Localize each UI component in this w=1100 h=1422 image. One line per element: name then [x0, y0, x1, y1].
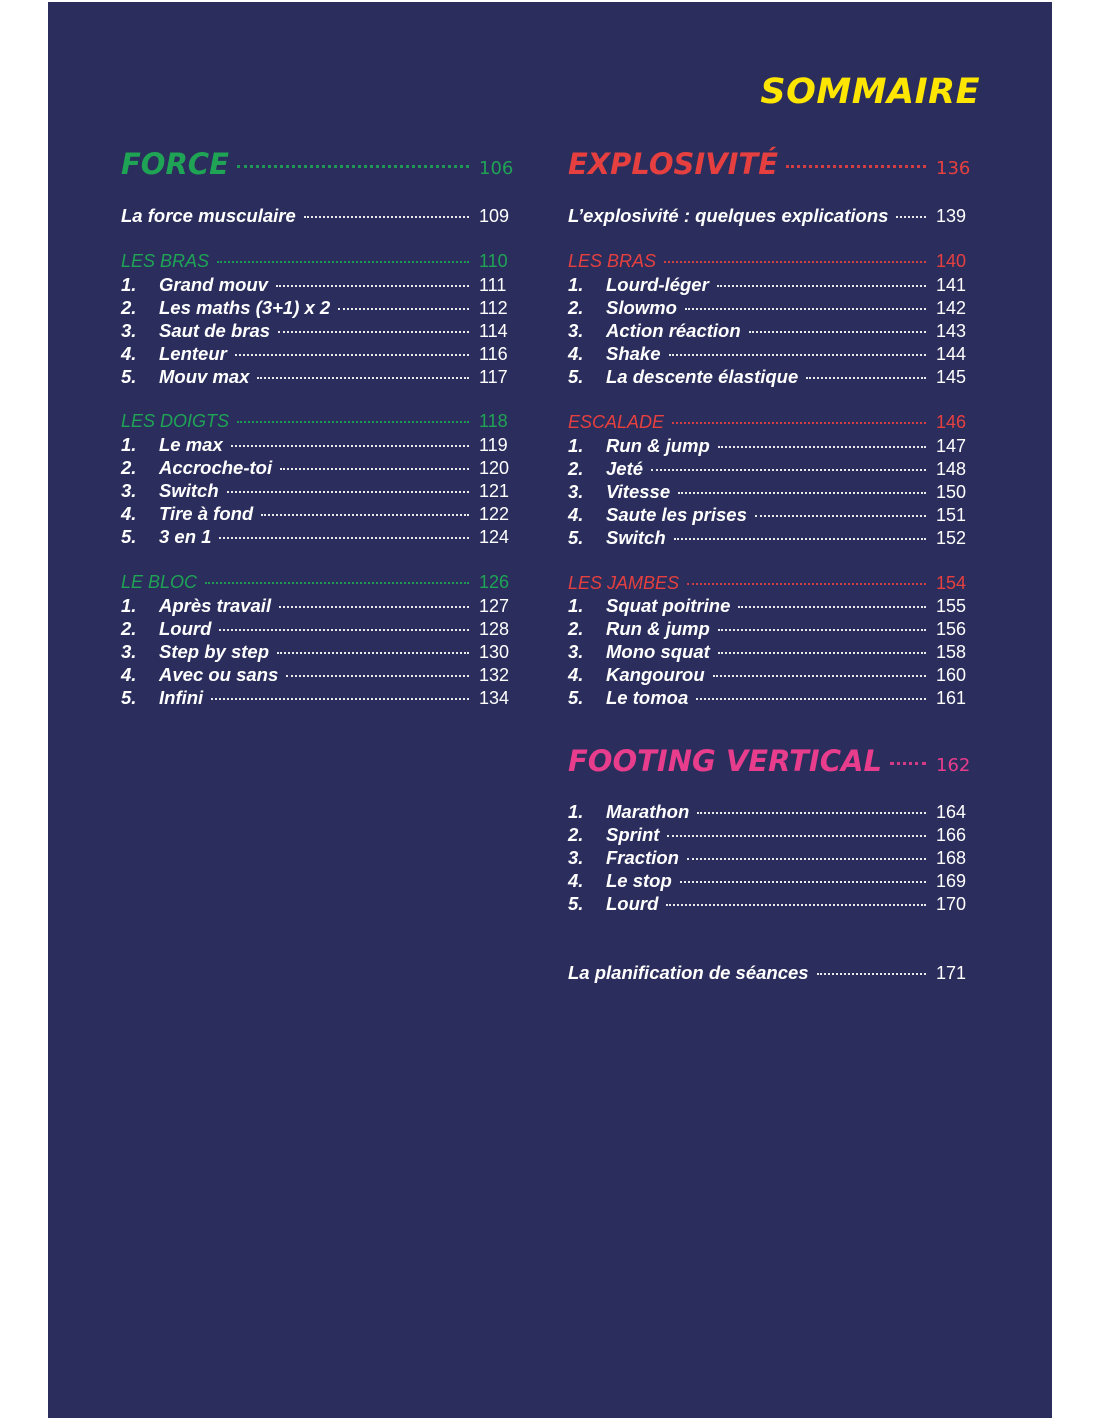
- page-number: 150: [936, 482, 967, 502]
- dot-leader: [219, 629, 469, 631]
- toc-entry[interactable]: [568, 297, 968, 319]
- dot-leader: [279, 606, 469, 608]
- page-number: 148: [936, 459, 967, 479]
- entry-label: Mouv max: [159, 366, 250, 387]
- page-number: 152: [936, 528, 967, 548]
- entry-number: 3.: [121, 480, 137, 501]
- toc-entry[interactable]: [568, 618, 968, 640]
- entry-label: Shake: [606, 343, 661, 364]
- toc-entry[interactable]: [121, 595, 511, 617]
- entry-label: Les maths (3+1) x 2: [159, 297, 331, 318]
- dot-leader: [219, 537, 469, 539]
- entry-label: La descente élastique: [606, 366, 799, 387]
- entry-label: Switch: [606, 527, 666, 548]
- entry-label: La force musculaire: [121, 205, 296, 226]
- subsection-title: LES JAMBES: [568, 573, 680, 593]
- toc-entry[interactable]: [121, 457, 511, 479]
- section-heading-explosivite[interactable]: [568, 147, 971, 181]
- toc-entry[interactable]: [121, 366, 511, 388]
- dot-leader: [687, 583, 926, 585]
- toc-entry[interactable]: [568, 366, 968, 388]
- entry-label: Jeté: [606, 458, 644, 479]
- dot-leader: [651, 469, 926, 471]
- entry-number: 2.: [568, 824, 584, 845]
- dot-leader: [666, 904, 926, 906]
- entry-label: Lenteur: [159, 343, 227, 364]
- toc-entry-planification[interactable]: [568, 962, 968, 984]
- dot-leader: [697, 812, 926, 814]
- entry-number: 1.: [568, 435, 584, 456]
- page-number: 116: [479, 344, 508, 364]
- dot-leader: [678, 492, 926, 494]
- subsection-heading-force-bras[interactable]: [121, 251, 511, 272]
- page-number: 144: [936, 344, 967, 364]
- subsection-title: LE BLOC: [121, 572, 198, 592]
- section-title: EXPLOSIVITÉ: [568, 147, 779, 181]
- entry-label: Kangourou: [606, 664, 705, 685]
- dot-leader: [696, 698, 926, 700]
- entry-number: 3.: [568, 847, 584, 868]
- toc-entry[interactable]: [568, 595, 968, 617]
- entry-number: 3.: [121, 320, 137, 341]
- entry-label: Après travail: [159, 595, 272, 616]
- entry-label: Lourd-léger: [606, 274, 709, 295]
- toc-entry[interactable]: [568, 274, 968, 296]
- toc-entry[interactable]: [121, 526, 511, 548]
- toc-entry[interactable]: [568, 343, 968, 365]
- page-number: 160: [936, 665, 967, 685]
- dot-leader: [817, 973, 926, 975]
- page-number: 169: [936, 871, 967, 891]
- entry-label: Marathon: [606, 801, 690, 822]
- page-number: 130: [479, 642, 510, 662]
- page-number: 134: [479, 688, 510, 708]
- toc-entry[interactable]: [121, 664, 511, 686]
- dot-leader: [674, 538, 926, 540]
- entry-number: 2.: [568, 297, 584, 318]
- subsection-heading-force-bloc[interactable]: [121, 572, 511, 593]
- entry-label: L’explosivité : quelques explications: [568, 205, 889, 226]
- dot-leader: [755, 515, 926, 517]
- entry-number: 4.: [121, 664, 137, 685]
- entry-number: 4.: [121, 503, 137, 524]
- page-number: 170: [936, 894, 967, 914]
- dot-leader: [687, 858, 926, 860]
- entry-number: 2.: [568, 458, 584, 479]
- entry-label: Le stop: [606, 870, 672, 891]
- subsection-title: ESCALADE: [568, 412, 665, 432]
- toc-entry[interactable]: [568, 687, 968, 709]
- page-number: 122: [479, 504, 510, 524]
- page-number: 161: [936, 688, 967, 708]
- dot-leader: [277, 652, 469, 654]
- entry-label: Fraction: [606, 847, 679, 868]
- entry-label: Tire à fond: [159, 503, 254, 524]
- entry-number: 1.: [568, 801, 584, 822]
- dot-leader: [237, 165, 469, 168]
- page-number: 120: [479, 458, 510, 478]
- entry-number: 5.: [568, 893, 584, 914]
- dot-leader: [257, 377, 469, 379]
- page-number: 141: [936, 275, 967, 295]
- dot-leader: [669, 354, 926, 356]
- entry-number: 2.: [121, 618, 137, 639]
- dot-leader: [718, 629, 926, 631]
- entry-number: 4.: [121, 343, 137, 364]
- dot-leader: [667, 835, 926, 837]
- section-heading-force[interactable]: [121, 147, 514, 181]
- section-title: FORCE: [121, 147, 229, 181]
- page-number: 164: [936, 802, 967, 822]
- dot-leader: [749, 331, 926, 333]
- entry-number: 2.: [568, 618, 584, 639]
- page-number: 171: [936, 963, 967, 983]
- toc-entry[interactable]: [121, 434, 511, 456]
- entry-label: Avec ou sans: [159, 664, 279, 685]
- entry-label: Squat poitrine: [606, 595, 731, 616]
- dot-leader: [217, 261, 469, 263]
- dot-leader: [664, 261, 926, 263]
- page-number: 112: [479, 298, 508, 318]
- entry-number: 5.: [568, 366, 584, 387]
- entry-label: Run & jump: [606, 618, 710, 639]
- page-number: 140: [936, 251, 967, 271]
- subsection-title: LES BRAS: [121, 251, 210, 271]
- entry-number: 5.: [568, 687, 584, 708]
- entry-label: Switch: [159, 480, 219, 501]
- toc-entry[interactable]: [568, 527, 968, 549]
- toc-entry[interactable]: [121, 343, 511, 365]
- subsection-title: LES DOIGTS: [121, 411, 230, 431]
- toc-entry[interactable]: [568, 870, 968, 892]
- page-number: 119: [479, 435, 508, 455]
- entry-label: Run & jump: [606, 435, 710, 456]
- page-number: 128: [479, 619, 510, 639]
- page-number: 118: [479, 411, 508, 431]
- dot-leader: [786, 165, 926, 168]
- toc-entry[interactable]: [568, 481, 968, 503]
- entry-number: 1.: [568, 274, 584, 295]
- section-heading-footing[interactable]: [568, 744, 971, 778]
- page-number: 110: [479, 251, 508, 271]
- entry-number: 1.: [121, 434, 137, 455]
- entry-number: 4.: [568, 504, 584, 525]
- entry-number: 1.: [568, 595, 584, 616]
- dot-leader: [890, 762, 926, 765]
- dot-leader: [227, 491, 469, 493]
- page-number: 166: [936, 825, 967, 845]
- dot-leader: [713, 675, 926, 677]
- dot-leader: [718, 652, 926, 654]
- dot-leader: [237, 421, 469, 423]
- page-number: 146: [936, 412, 967, 432]
- entry-number: 1.: [121, 274, 137, 295]
- page-number: 136: [936, 158, 971, 179]
- entry-label: Lourd: [159, 618, 212, 639]
- page-title: SOMMAIRE: [760, 72, 980, 112]
- dot-leader: [278, 331, 469, 333]
- page-number: 126: [479, 572, 510, 592]
- dot-leader: [235, 354, 469, 356]
- page-number: 162: [936, 755, 971, 776]
- dot-leader: [286, 675, 469, 677]
- toc-entry[interactable]: [121, 480, 511, 502]
- toc-entry-force-intro[interactable]: [121, 205, 511, 227]
- section-title: FOOTING VERTICAL: [568, 744, 882, 778]
- entry-label: Saut de bras: [159, 320, 271, 341]
- entry-number: 3.: [568, 641, 584, 662]
- dot-leader: [672, 422, 926, 424]
- entry-label: Vitesse: [606, 481, 671, 502]
- page-number: 142: [936, 298, 967, 318]
- entry-number: 2.: [121, 297, 137, 318]
- entry-number: 4.: [568, 870, 584, 891]
- toc-entry[interactable]: [121, 274, 511, 296]
- toc-entry-explosivite-intro[interactable]: [568, 205, 968, 227]
- dot-leader: [680, 881, 926, 883]
- dot-leader: [205, 582, 469, 584]
- dot-leader: [685, 308, 926, 310]
- page-number: 145: [936, 367, 967, 387]
- entry-label: Lourd: [606, 893, 659, 914]
- toc-entry[interactable]: [568, 824, 968, 846]
- subsection-heading-explosivite-escalade[interactable]: [568, 412, 968, 433]
- dot-leader: [261, 514, 469, 516]
- toc-entry[interactable]: [568, 641, 968, 663]
- toc-entry[interactable]: [121, 641, 511, 663]
- entry-label: Le max: [159, 434, 223, 455]
- entry-number: 3.: [121, 641, 137, 662]
- dot-leader: [718, 446, 926, 448]
- dot-leader: [738, 606, 926, 608]
- subsection-heading-explosivite-bras[interactable]: [568, 251, 968, 272]
- entry-number: 3.: [568, 320, 584, 341]
- entry-number: 3.: [568, 481, 584, 502]
- toc-entry[interactable]: [121, 297, 511, 319]
- entry-number: 4.: [568, 343, 584, 364]
- page-number: 147: [936, 436, 967, 456]
- toc-entry[interactable]: [121, 320, 511, 342]
- entry-number: 5.: [121, 366, 137, 387]
- page-number: 139: [936, 206, 967, 226]
- page-number: 124: [479, 527, 510, 547]
- entry-label: Slowmo: [606, 297, 677, 318]
- dot-leader: [304, 216, 469, 218]
- toc-entry[interactable]: [568, 847, 968, 869]
- page-number: 132: [479, 665, 510, 685]
- dot-leader: [806, 377, 926, 379]
- entry-label: Mono squat: [606, 641, 710, 662]
- toc-entry[interactable]: [568, 664, 968, 686]
- entry-label: Le tomoa: [606, 687, 689, 708]
- toc-entry[interactable]: [568, 504, 968, 526]
- entry-label: Step by step: [159, 641, 269, 662]
- page-number: 127: [479, 596, 510, 616]
- entry-label: 3 en 1: [159, 526, 212, 547]
- subsection-heading-force-doigts[interactable]: [121, 411, 511, 432]
- entry-label: Accroche-toi: [159, 457, 273, 478]
- toc-entry[interactable]: [121, 618, 511, 640]
- page-number: 158: [936, 642, 967, 662]
- page-number: 155: [936, 596, 967, 616]
- page-number: 121: [479, 481, 510, 501]
- dot-leader: [211, 698, 469, 700]
- dot-leader: [717, 285, 926, 287]
- entry-label: Grand mouv: [159, 274, 268, 295]
- entry-number: 5.: [121, 526, 137, 547]
- page-number: 151: [936, 505, 967, 525]
- toc-entry[interactable]: [568, 801, 968, 823]
- page-number: 106: [479, 158, 514, 179]
- page-number: 117: [479, 367, 508, 387]
- toc-entry[interactable]: [568, 893, 968, 915]
- toc-entry[interactable]: [568, 458, 968, 480]
- entry-label: La planification de séances: [568, 962, 809, 983]
- entry-number: 1.: [121, 595, 137, 616]
- entry-number: 2.: [121, 457, 137, 478]
- dot-leader: [231, 445, 469, 447]
- entry-number: 4.: [568, 664, 584, 685]
- entry-label: Action réaction: [606, 320, 741, 341]
- dot-leader: [338, 308, 469, 310]
- page-number: 154: [936, 573, 967, 593]
- entry-label: Sprint: [606, 824, 660, 845]
- subsection-title: LES BRAS: [568, 251, 657, 271]
- entry-label: Infini: [159, 687, 204, 708]
- toc-entry[interactable]: [568, 435, 968, 457]
- toc-entry[interactable]: [121, 503, 511, 525]
- page-number: 111: [479, 275, 507, 295]
- dot-leader: [896, 216, 926, 218]
- page-number: 114: [479, 321, 508, 341]
- dot-leader: [276, 285, 469, 287]
- entry-number: 5.: [121, 687, 137, 708]
- page-number: 168: [936, 848, 967, 868]
- entry-label: Saute les prises: [606, 504, 747, 525]
- subsection-heading-explosivite-jambes[interactable]: [568, 573, 968, 594]
- page-number: 143: [936, 321, 967, 341]
- toc-page: [48, 2, 1052, 1418]
- dot-leader: [280, 468, 469, 470]
- entry-number: 5.: [568, 527, 584, 548]
- page-number: 156: [936, 619, 967, 639]
- toc-entry[interactable]: [568, 320, 968, 342]
- page-number: 109: [479, 206, 510, 226]
- toc-entry[interactable]: [121, 687, 511, 709]
